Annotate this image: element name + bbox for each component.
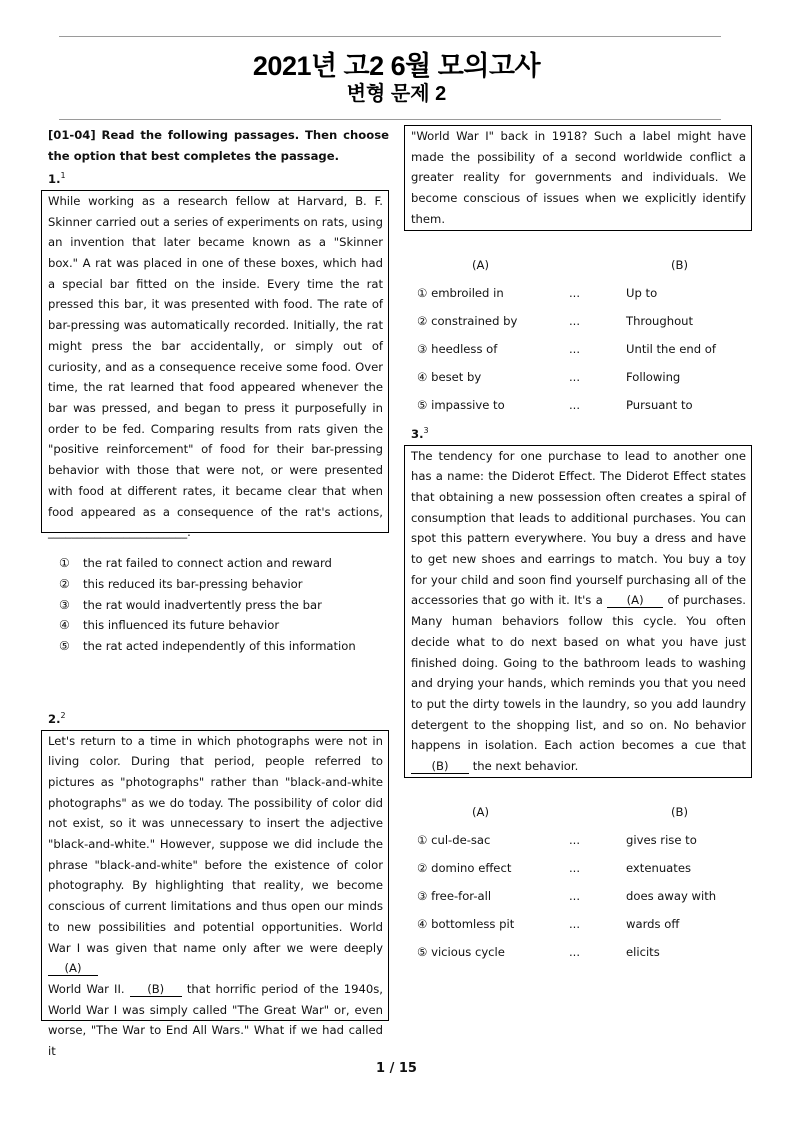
question-3-option[interactable]: ① cul-de-sac ... gives rise to (417, 832, 697, 847)
question-3-number: 3.$^3$ (411, 426, 429, 441)
instructions: [01-04] Read the following passages. Then choose the option that best completes the passage. (48, 128, 389, 163)
header-rule-top (59, 36, 721, 37)
question-1-blank: ________________________. (48, 525, 191, 540)
question-1-option[interactable]: ④ this influenced its future behavior (59, 618, 280, 633)
question-1-option[interactable]: ② this reduced its bar-pressing behavior (59, 576, 303, 591)
question-3-options-header: (A) (B) (472, 804, 689, 819)
question-2-options-header: (A) (B) (472, 257, 689, 272)
question-2-block (41, 706, 389, 1059)
question-2-number: 2.$^2$ (48, 711, 66, 726)
question-3-blank-b: (B) (411, 760, 469, 774)
question-3-option[interactable]: ② domino effect ... extenuates (417, 860, 691, 875)
right-column (404, 125, 752, 423)
question-1-option[interactable]: ① the rat failed to connect action and reward (59, 555, 332, 570)
question-3-passage: The tendency for one purchase to lead to another one has a name: the Diderot Effect. The Diderot Effect states that obtaining a new possession often creates a spiral of consumption that leads to additional purchases. You can spot this pattern everywhere. You buy a dress and have to get new shoes and earrings to match. You buy a toy for your child and soon find yourself purchasing all of the accessories that go with it. It's a (A) of purchases. Many human behaviors follow this cycle. You often decide what to do next based on what you have just finished doing. Going to the bathroom leads to washing and drying your hands, which reminds you that you need to put the dirty towels in the laundry, so you add laundry detergent to the shopping list, and so on. No behavior happens in isolation. Each action becomes a cue that (B) the next behavior. (404, 445, 752, 778)
question-2-option[interactable]: ⑤ impassive to ... Pursuant to (417, 397, 693, 412)
question-3-option[interactable]: ③ free-for-all ... does away with (417, 888, 717, 903)
question-2-options (404, 255, 752, 423)
question-3-option[interactable]: ④ bottomless pit ... wards off (417, 916, 680, 931)
page-number: 1 / 15 (376, 1061, 417, 1076)
header-rule-bottom (59, 119, 721, 120)
question-2-option[interactable]: ① embroiled in ... Up to (417, 285, 658, 300)
question-2-option[interactable]: ④ beset by ... Following (417, 369, 681, 384)
question-2-passage: Let's return to a time in which photographs were not in living color. During that period, people referred to pictures as "photographs" rather than "black-and-white photographs" as we do today. The possibility of color did not exist, so it was unnecessary to insert the adjective "black-and-white." However, suppose we did include the phrase "black-and-white" before the existence of color photography. By highlighting that reality, we become conscious of current limitations and thus open our minds to new possibilities and potential opportunities. World War I was given that name only after we were deeply (A) World War II. (B) that horrific period of the 1940s, World War I was simply called "The Great War" or, even worse, "The War to End All Wars." What if we had called it (41, 730, 389, 1021)
question-1-options (41, 553, 389, 657)
question-2-blank-b: (B) (130, 983, 182, 997)
question-1-passage: While working as a research fellow at Harvard, B. F. Skinner carried out a series of experiments on rats, using an invention that later became known as a "Skinner box." A rat was placed in one of these boxes, which had a special bar fitted on the inside. Every time the rat pressed this bar, it was presented with food. The rate of bar-pressing was automatically recorded. Initially, the rat might press the bar accidentally, or simply out of curiosity, and as a consequence receive some food. Over time, the rat learned that food appeared whenever the bar was pressed, and began to press it purposefully in order to be fed. Comparing results from rats given the "positive reinforcement" of food for their bar-pressing behavior with those that were not, or were presented with food at different rates, it became clear that when food appeared as a consequence of the rat's actions, ________________________. (41, 190, 389, 533)
question-1-number: 1.$^1$ (48, 171, 66, 187)
question-2-blank-a: (A) (48, 962, 98, 976)
question-1-option[interactable]: ③ the rat would inadvertently press the bar (59, 597, 322, 612)
page-subtitle: 변형 문제 2 (346, 83, 447, 105)
question-2-option[interactable]: ② constrained by ... Throughout (417, 313, 694, 328)
left-column (41, 125, 389, 657)
question-1-option[interactable]: ⑤ the rat acted independently of this information (59, 639, 356, 654)
page-title: 2021년 고2 6월 모의고사 (252, 51, 541, 81)
question-3-block (404, 421, 752, 970)
question-3-options (404, 802, 752, 970)
question-3-blank-a: (A) (607, 594, 663, 608)
question-3-option[interactable]: ⑤ vicious cycle ... elicits (417, 944, 660, 959)
question-2-passage-continued: "World War I" back in 1918? Such a label might have made the possibility of a second worldwide conflict a greater reality for governments and individuals. We become conscious of issues when we explicitly identify them. (404, 125, 752, 231)
question-2-option[interactable]: ③ heedless of ... Until the end of (417, 341, 716, 356)
